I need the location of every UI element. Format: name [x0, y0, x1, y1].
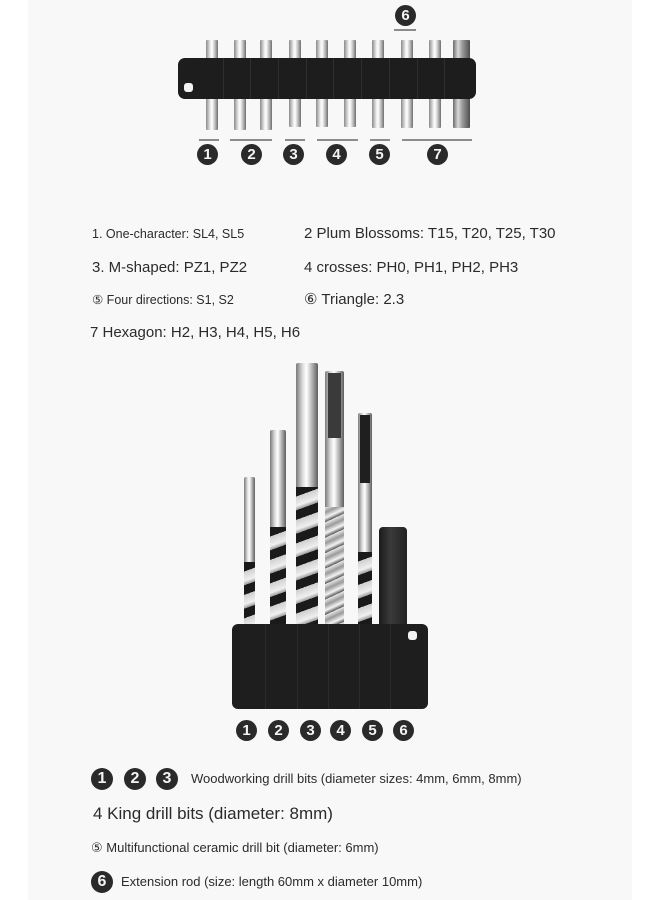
- underline-2: [230, 139, 272, 141]
- legend-slotted: 1. One-character: SL4, SL5: [92, 227, 245, 241]
- bit-slotted-tip: [206, 97, 218, 130]
- bit-square: [372, 40, 384, 60]
- badge-5: 5: [369, 144, 390, 165]
- legend-king: 4 King drill bits (diameter: 8mm): [93, 804, 333, 823]
- bit-slotted: [206, 40, 218, 60]
- extension-rod: [379, 527, 407, 627]
- drill-holder-strip: [232, 624, 428, 709]
- bit-pozidriv: [289, 40, 301, 60]
- underline-1: [199, 139, 219, 141]
- king-drill-bit: [325, 371, 344, 627]
- bit-pozidriv-tip: [289, 97, 301, 127]
- bit-triangle-tip: [401, 97, 413, 128]
- hang-hole: [408, 631, 417, 640]
- badge-6-top: 6: [395, 5, 416, 26]
- ceramic-drill-bit: [358, 413, 372, 627]
- legend-badge-3: 3: [156, 768, 178, 790]
- bit-phillips: [316, 40, 328, 60]
- bit-torx-tip: [260, 97, 272, 130]
- badge-3: 3: [283, 144, 304, 165]
- drill-badge-3: 3: [300, 720, 321, 741]
- drill-bit-4mm: [244, 477, 255, 627]
- bit-triangle: [401, 40, 413, 60]
- underline-6: [394, 29, 416, 31]
- bit-hex-tip: [453, 97, 470, 128]
- legend-torx: 2 Plum Blossoms: T15, T20, T25, T30: [304, 225, 556, 242]
- drill-bit-8mm: [296, 363, 318, 627]
- drill-badge-1: 1: [236, 720, 257, 741]
- bit-phillips-tip: [344, 97, 356, 127]
- underline-3: [285, 139, 305, 141]
- bit-torx: [234, 40, 246, 60]
- drill-badge-6: 6: [393, 720, 414, 741]
- bit-phillips-tip: [316, 97, 328, 127]
- hang-hole: [184, 83, 193, 92]
- underline-7: [402, 139, 472, 141]
- badge-7: 7: [427, 144, 448, 165]
- legend-phillips: 4 crosses: PH0, PH1, PH2, PH3: [304, 259, 519, 276]
- drill-badge-2: 2: [268, 720, 289, 741]
- legend-pozidriv: 3. M-shaped: PZ1, PZ2: [92, 259, 248, 276]
- drill-badge-5: 5: [362, 720, 383, 741]
- bit-hex: [453, 40, 470, 60]
- drill-bit-6mm: [270, 430, 286, 627]
- badge-2: 2: [241, 144, 262, 165]
- legend-square: ⑤ Four directions: S1, S2: [92, 293, 234, 307]
- bit-holder-strip: [178, 58, 476, 99]
- underline-4: [317, 139, 358, 141]
- bit-torx: [260, 40, 272, 60]
- legend-woodworking: Woodworking drill bits (diameter sizes: 4mm, 6mm, 8mm): [191, 771, 522, 786]
- drill-badge-4: 4: [330, 720, 351, 741]
- badge-4: 4: [326, 144, 347, 165]
- legend-badge-6: 6: [91, 871, 113, 893]
- legend-badge-1: 1: [91, 768, 113, 790]
- legend-ceramic: ⑤ Multifunctional ceramic drill bit (diameter: 6mm): [91, 840, 379, 855]
- bit-phillips: [344, 40, 356, 60]
- underline-5: [370, 139, 390, 141]
- bit-torx-tip: [234, 97, 246, 130]
- legend-badge-2: 2: [124, 768, 146, 790]
- bit-hex-tip: [429, 97, 441, 128]
- bit-square-tip: [372, 97, 384, 128]
- legend-extension-rod: Extension rod (size: length 60mm x diameter 10mm): [121, 874, 423, 889]
- legend-hexagon: 7 Hexagon: H2, H3, H4, H5, H6: [90, 324, 301, 341]
- badge-1: 1: [197, 144, 218, 165]
- legend-triangle: ⑥ Triangle: 2.3: [304, 291, 405, 308]
- bit-hex: [429, 40, 441, 60]
